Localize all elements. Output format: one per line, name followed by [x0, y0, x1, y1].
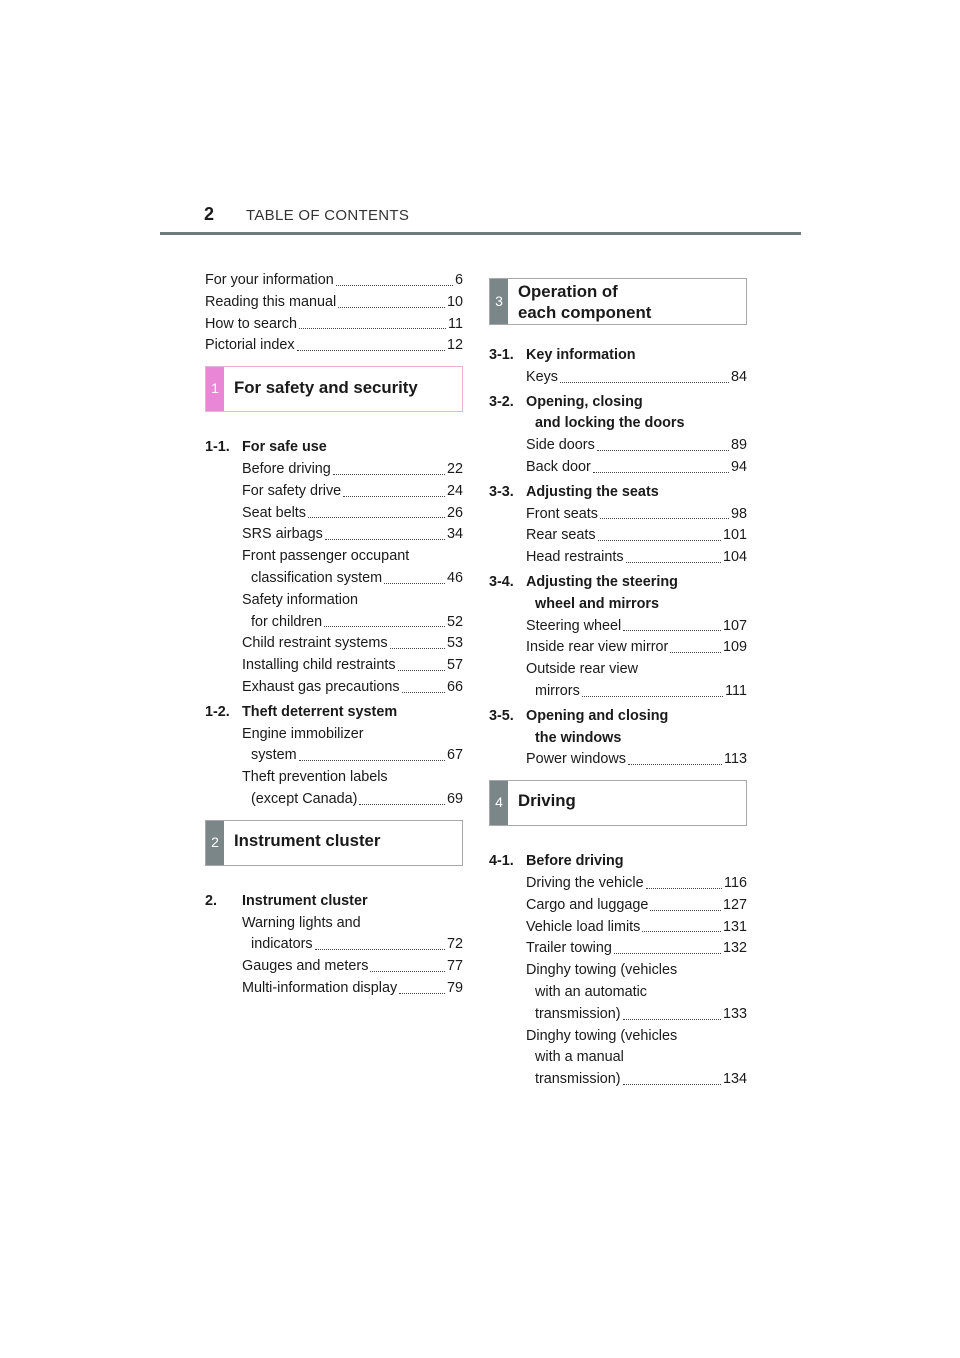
chapter-3-title: Operation of each component: [518, 282, 652, 322]
toc-left-column: [205, 270, 463, 1000]
toc-entry-srs-airbags[interactable]: SRS airbags 34: [242, 526, 463, 543]
toc-entry-inside-rear-view-mirror[interactable]: Inside rear view mirror 109: [526, 639, 747, 656]
toc-entry-vehicle-load-limits[interactable]: Vehicle load limits 131: [526, 918, 747, 935]
section-2[interactable]: 2. Instrument cluster: [205, 892, 368, 909]
toc-entry-side-doors[interactable]: Side doors 89: [526, 437, 747, 454]
toc-entry-safety-information[interactable]: Safety information for children 52: [242, 591, 463, 630]
toc-entry-child-restraint-systems[interactable]: Child restraint systems 53: [242, 635, 463, 652]
toc-right-column: [489, 278, 747, 1091]
toc-entry-pictorial-index[interactable]: Pictorial index 12: [205, 337, 463, 354]
section-4-1[interactable]: 4-1. Before driving: [489, 853, 624, 870]
toc-entry-cargo-and-luggage[interactable]: Cargo and luggage 127: [526, 896, 747, 913]
chapter-1-title: For safety and security: [234, 378, 418, 398]
chapter-4-title: Driving: [518, 791, 576, 811]
section-1-1[interactable]: 1-1. For safe use: [205, 439, 327, 456]
page-header: [160, 204, 801, 236]
page-number: 2: [204, 204, 215, 224]
chapter-4-header[interactable]: [489, 780, 747, 826]
toc-entry-engine-immobilizer[interactable]: Engine immobilizer system 67: [242, 725, 463, 764]
toc-entry-for-your-information[interactable]: For your information 6: [205, 272, 463, 288]
section-3-5[interactable]: 3-5. Opening and closing the windows: [489, 707, 669, 746]
toc-entry-back-door[interactable]: Back door 94: [526, 458, 747, 475]
toc-entry-front-passenger-occupant[interactable]: Front passenger occupant classification system 46: [242, 548, 463, 586]
chapter-4-tab: 4: [490, 781, 508, 825]
chapter-2-title: Instrument cluster: [234, 830, 381, 850]
toc-entry-multi-information-display[interactable]: Multi-information display 79: [242, 979, 463, 996]
chapter-1-header[interactable]: [205, 366, 463, 412]
toc-entry-how-to-search[interactable]: How to search 11: [205, 315, 463, 332]
section-3-2[interactable]: 3-2. Opening, closing and locking the doors: [489, 393, 685, 432]
toc-entry-gauges-and-meters[interactable]: Gauges and meters 77: [242, 958, 463, 975]
section-3-4[interactable]: 3-4. Adjusting the steering wheel and mirrors: [489, 573, 678, 612]
section-1-2[interactable]: 1-2. Theft deterrent system: [205, 703, 398, 720]
header-rule: [160, 232, 801, 235]
section-3-3[interactable]: 3-3. Adjusting the seats: [489, 483, 659, 500]
toc-entry-outside-rear-view-mirrors[interactable]: Outside rear view mirrors 111: [526, 661, 747, 699]
toc-entry-installing-child-restraints[interactable]: Installing child restraints 57: [242, 657, 463, 674]
toc-entry-dinghy-towing-automatic[interactable]: Dinghy towing (vehicles with an automatic transmission) 133: [526, 962, 747, 1022]
chapter-2-header[interactable]: [205, 820, 463, 866]
toc-entry-keys[interactable]: Keys 84: [526, 368, 747, 385]
toc-entry-before-driving[interactable]: Before driving 22: [242, 460, 463, 477]
toc-entry-theft-prevention-labels[interactable]: Theft prevention labels (except Canada) 69: [242, 769, 463, 807]
toc-entry-trailer-towing[interactable]: Trailer towing 132: [526, 940, 747, 957]
toc-entry-rear-seats[interactable]: Rear seats 101: [526, 527, 747, 544]
section-3-1[interactable]: 3-1. Key information: [489, 347, 636, 363]
toc-entry-head-restraints[interactable]: Head restraints 104: [526, 549, 747, 566]
toc-entry-steering-wheel[interactable]: Steering wheel 107: [526, 617, 747, 634]
chapter-1-tab: 1: [206, 367, 224, 411]
toc-entry-dinghy-towing-manual[interactable]: Dinghy towing (vehicles with a manual transmission) 134: [526, 1027, 747, 1088]
toc-entry-warning-lights[interactable]: Warning lights and indicators 72: [242, 914, 463, 953]
toc-entry-for-safety-drive[interactable]: For safety drive 24: [242, 482, 463, 499]
toc-entry-driving-the-vehicle[interactable]: Driving the vehicle 116: [526, 874, 747, 891]
chapter-2-tab: 2: [206, 821, 224, 865]
toc-entry-power-windows[interactable]: Power windows 113: [526, 751, 747, 768]
toc-entry-front-seats[interactable]: Front seats 98: [526, 505, 747, 522]
toc-entry-exhaust-gas-precautions[interactable]: Exhaust gas precautions 66: [242, 678, 463, 695]
toc-entry-reading-this-manual[interactable]: Reading this manual 10: [205, 293, 463, 310]
chapter-3-tab: 3: [490, 279, 508, 324]
page-title: TABLE OF CONTENTS: [246, 207, 410, 224]
chapter-3-header[interactable]: [489, 278, 747, 325]
toc-entry-seat-belts[interactable]: Seat belts 26: [242, 504, 463, 521]
